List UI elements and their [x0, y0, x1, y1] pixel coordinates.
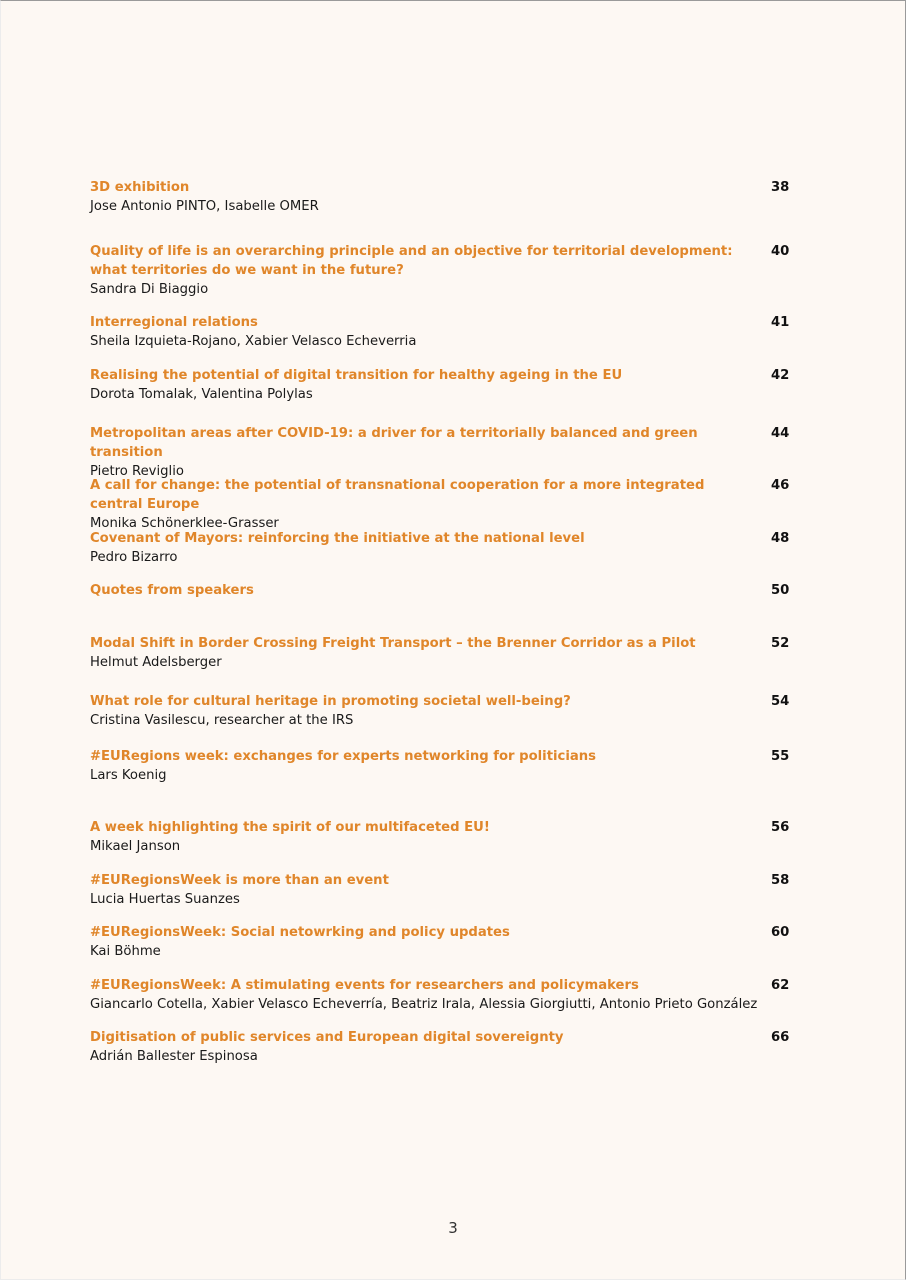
toc-entry [90, 923, 790, 961]
toc-entry-page: 46 [771, 478, 790, 493]
toc-entry-page: 41 [771, 315, 790, 330]
toc-entry-title[interactable]: Modal Shift in Border Crossing Freight Transport – the Brenner Corridor as a Pilot [90, 636, 696, 651]
toc-entry-title[interactable]: #EURegions week: exchanges for experts networking for politicians [90, 749, 596, 764]
toc-entry-title[interactable]: Realising the potential of digital transition for healthy ageing in the EU [90, 368, 623, 383]
toc-entry-authors: Lucia Huertas Suanzes [90, 892, 240, 907]
toc-entry-page: 48 [771, 531, 790, 546]
toc-entry-title[interactable]: Covenant of Mayors: reinforcing the initiative at the national level [90, 531, 585, 546]
toc-entry [90, 581, 790, 600]
toc-entry-title[interactable]: A call for change: the potential of transnational cooperation for a more integrated central Europe [90, 478, 705, 512]
toc-entry-title[interactable]: #EURegionsWeek: A stimulating events for researchers and policymakers [90, 978, 639, 993]
page-number: 3 [448, 1219, 458, 1237]
toc-entry-title[interactable]: #EURegionsWeek: Social netowrking and policy updates [90, 925, 510, 940]
toc-entry [90, 529, 790, 567]
toc-entry-title[interactable]: Metropolitan areas after COVID-19: a driver for a territorially balanced and green transition [90, 426, 698, 460]
toc-entry [90, 747, 790, 785]
toc-entry-title[interactable]: Quality of life is an overarching principle and an objective for territorial development: what territories do we want in the future? [90, 244, 733, 278]
toc-entry [90, 476, 790, 533]
toc-entry-title[interactable]: What role for cultural heritage in promoting societal well-being? [90, 694, 571, 709]
toc-entry-title[interactable]: Interregional relations [90, 315, 258, 330]
toc-entry [90, 366, 790, 404]
toc-entry-authors: Pedro Bizarro [90, 550, 178, 565]
toc-entry [90, 313, 790, 351]
toc-entry-page: 58 [771, 873, 790, 888]
toc-entry-page: 60 [771, 925, 790, 940]
toc-entry [90, 242, 790, 299]
toc-entry-page: 52 [771, 636, 790, 651]
toc-entry [90, 634, 790, 672]
toc-entry-page: 42 [771, 368, 790, 383]
toc-entry-authors: Monika Schönerklee-Grasser [90, 516, 279, 531]
toc-entry [90, 1028, 790, 1066]
toc-entry-title[interactable]: 3D exhibition [90, 180, 190, 195]
toc-entry-authors: Dorota Tomalak, Valentina Polylas [90, 387, 313, 402]
toc-entry-page: 38 [771, 180, 790, 195]
toc-entry [90, 976, 790, 1014]
toc-entry-authors: Mikael Janson [90, 839, 181, 854]
toc-entry-page: 62 [771, 978, 790, 993]
toc-entry-authors: Jose Antonio PINTO, Isabelle OMER [90, 199, 319, 214]
toc-entry-authors: Pietro Reviglio [90, 464, 184, 479]
toc-entry [90, 178, 790, 216]
toc-entry-title[interactable]: Quotes from speakers [90, 583, 254, 598]
toc-entry-title[interactable]: #EURegionsWeek is more than an event [90, 873, 389, 888]
toc-entry-authors: Helmut Adelsberger [90, 655, 222, 670]
toc-entry-authors: Giancarlo Cotella, Xabier Velasco Echeverría, Beatriz Irala, Alessia Giorgiutti, Antonio Prieto González [90, 997, 758, 1012]
toc-entry-page: 56 [771, 820, 790, 835]
toc-entry-page: 55 [771, 749, 790, 764]
toc-entry-title[interactable]: Digitisation of public services and European digital sovereignty [90, 1030, 564, 1045]
toc-entry-authors: Sandra Di Biaggio [90, 282, 209, 297]
toc-entry-page: 54 [771, 694, 790, 709]
toc-entry-authors: Adrián Ballester Espinosa [90, 1049, 258, 1064]
toc-entry-authors: Lars Koenig [90, 768, 167, 783]
toc-entry [90, 818, 790, 856]
toc-entry-authors: Sheila Izquieta-Rojano, Xabier Velasco Echeverria [90, 334, 417, 349]
toc-entry-page: 44 [771, 426, 790, 441]
toc-entry-page: 66 [771, 1030, 790, 1045]
toc-entry-page: 40 [771, 244, 790, 259]
toc-entry-page: 50 [771, 583, 790, 598]
toc-entry [90, 424, 790, 481]
toc-entry-title[interactable]: A week highlighting the spirit of our multifaceted EU! [90, 820, 490, 835]
toc-entry-authors: Cristina Vasilescu, researcher at the IRS [90, 713, 354, 728]
toc-entry [90, 692, 790, 730]
toc-entry-authors: Kai Böhme [90, 944, 161, 959]
toc-entry [90, 871, 790, 909]
